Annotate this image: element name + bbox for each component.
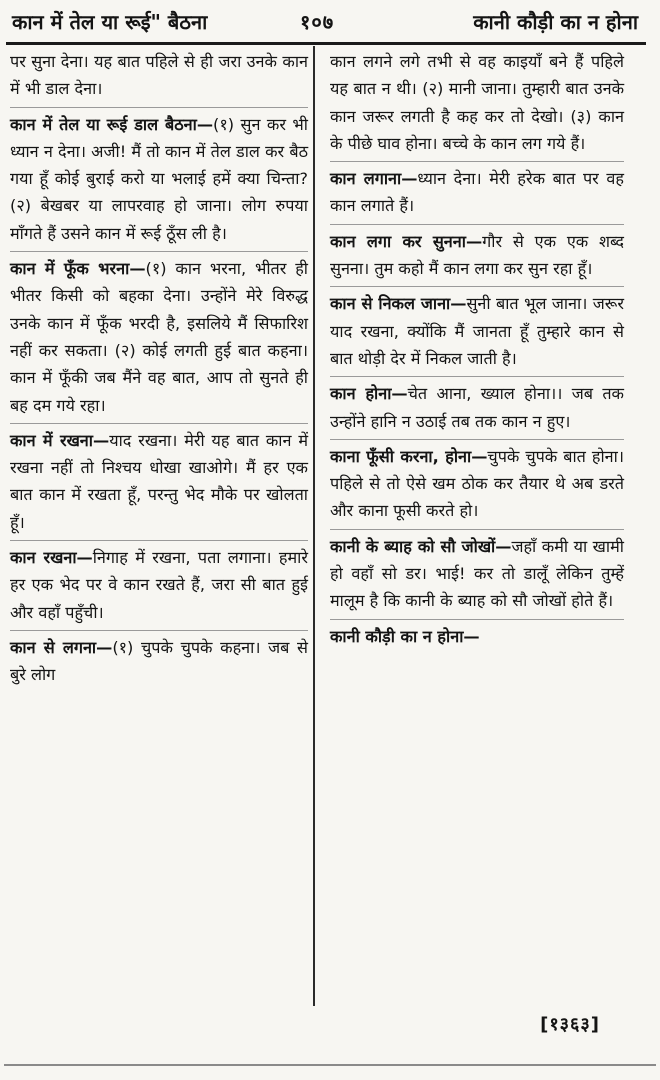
entry-definition: (१) कान भरना, भीतर ही भीतर किसी को बहका देना। उन्होंने मेरे विरुद्ध उनके कान में फूँक भरदी है, इसलिये मैं सिफारिश नहीं कर सकता। (२) कोई लगती हुई बात कहना। कान में फूँकी जब मैंने वह बात, आप तो सुनते ही बह दम गये रहा। xyxy=(10,259,308,415)
dictionary-entry xyxy=(330,48,624,157)
dictionary-entry xyxy=(330,439,624,525)
dictionary-entry xyxy=(330,376,624,435)
entry-headword: कान रखना— xyxy=(10,548,93,568)
dictionary-entry xyxy=(10,251,308,419)
footer-rule xyxy=(4,1064,656,1066)
header-left-title: कान में तेल या रूई" बैठना xyxy=(12,10,208,34)
entry-definition: याद रखना। मेरी यह बात कान में रखना नहीं तो निश्चय धोखा खाओगे। मैं हर एक बात कान में रखता हूँ, परन्तु भेद मौके पर खोलता हूँ। xyxy=(10,430,308,532)
entry-headword: कान लगा कर सुनना— xyxy=(330,231,483,251)
entry-definition: कान लगने लगे तभी से वह काइयाँ बने हैं पहिले यह बात न थी। (२) मानी जाना। तुम्हारी बात उनके कान जरूर लगती है कह कर तो देखो। (३) कान के पीछे घाव होना। बच्चे के कान लग गये हैं। xyxy=(330,52,624,153)
left-column xyxy=(10,48,308,689)
header-rule xyxy=(6,42,646,45)
column-divider xyxy=(313,46,315,1006)
entry-headword: कान लगाना— xyxy=(330,169,418,189)
entry-headword: कानी के ब्याह को सौ जोखों— xyxy=(330,536,512,556)
entry-definition: (१) चुपके चुपके कहना। जब से बुरे लोग xyxy=(10,637,309,685)
page-number: १०७ xyxy=(300,10,335,34)
page-code: [१३६३] xyxy=(540,1014,600,1035)
entry-headword: कान से लगना— xyxy=(10,637,113,657)
dictionary-entry xyxy=(330,224,624,283)
running-header xyxy=(0,0,660,44)
entry-headword: कान में फूँक भरना— xyxy=(10,259,146,279)
dictionary-entry xyxy=(330,529,624,615)
entry-definition: चुपके चुपके बात होना। पहिले से तो ऐसे खम ठोक कर तैयार थे अब डरते और काना फूसी करते हो। xyxy=(330,446,624,521)
dictionary-entry xyxy=(330,619,624,650)
dictionary-entry xyxy=(330,161,624,220)
entry-definition: निगाह में रखना, पता लगाना। हमारे हर एक भेद पर वे कान रखते हैं, जरा सी बात हुई और वहाँ पहुँची। xyxy=(10,548,308,622)
entry-headword: कान होना— xyxy=(330,384,408,404)
dictionary-entry xyxy=(10,107,308,247)
entry-definition: चेत आना, ख्याल होना।। जब तक उन्होंने हानि न उठाई तब तक कान न हुए। xyxy=(330,384,624,431)
entry-headword: काना फूँसी करना, होना— xyxy=(330,446,488,466)
entry-definition: गौर से एक एक शब्द सुनना। तुम कहो मैं कान लगा कर सुन रहा हूँ। xyxy=(330,231,625,279)
header-right-title: कानी कौड़ी का न होना xyxy=(473,10,638,34)
entry-headword: कानी कौड़ी का न होना— xyxy=(330,626,480,646)
entry-definition: (१) सुन कर भी ध्यान न देना। अजी! मैं तो कान में तेल डाल कर बैठ गया हूँ कोई बुराई करो या भलाई हमें क्या चिन्ता? (२) बेखबर या लापरवाह हो जाना। लोग रुपया माँगते हैं उसने कान में रूई ठूँस ली है। xyxy=(10,114,308,243)
entry-definition: जहाँ कमी या खामी हो वहाँ सो डर। भाई! कर तो डालूँ लेकिन तुम्हें मालूम है कि कानी के ब्याह को सौ जोखों होते हैं। xyxy=(330,536,624,611)
entry-definition: ध्यान देना। मेरी हरेक बात पर वह कान लगाते हैं। xyxy=(330,169,624,216)
entry-headword: कान से निकल जाना— xyxy=(330,294,467,314)
entry-definition: सुनी बात भूल जाना। जरूर याद रखना, क्योंकि मैं जानता हूँ तुम्हारे कान से बात थोड़ी देर में निकल जाती है। xyxy=(330,294,625,368)
dictionary-entry xyxy=(10,48,308,103)
dictionary-entry xyxy=(330,286,624,372)
entry-headword: कान में रखना— xyxy=(10,430,110,450)
entry-headword: कान में तेल या रूई डाल बैठना— xyxy=(10,114,214,134)
right-column xyxy=(330,48,624,650)
dictionary-entry xyxy=(10,630,308,689)
dictionary-entry xyxy=(10,423,308,536)
entry-definition: पर सुना देना। यह बात पहिले से ही जरा उनके कान में भी डाल देना। xyxy=(10,52,308,99)
dictionary-entry xyxy=(10,540,308,626)
